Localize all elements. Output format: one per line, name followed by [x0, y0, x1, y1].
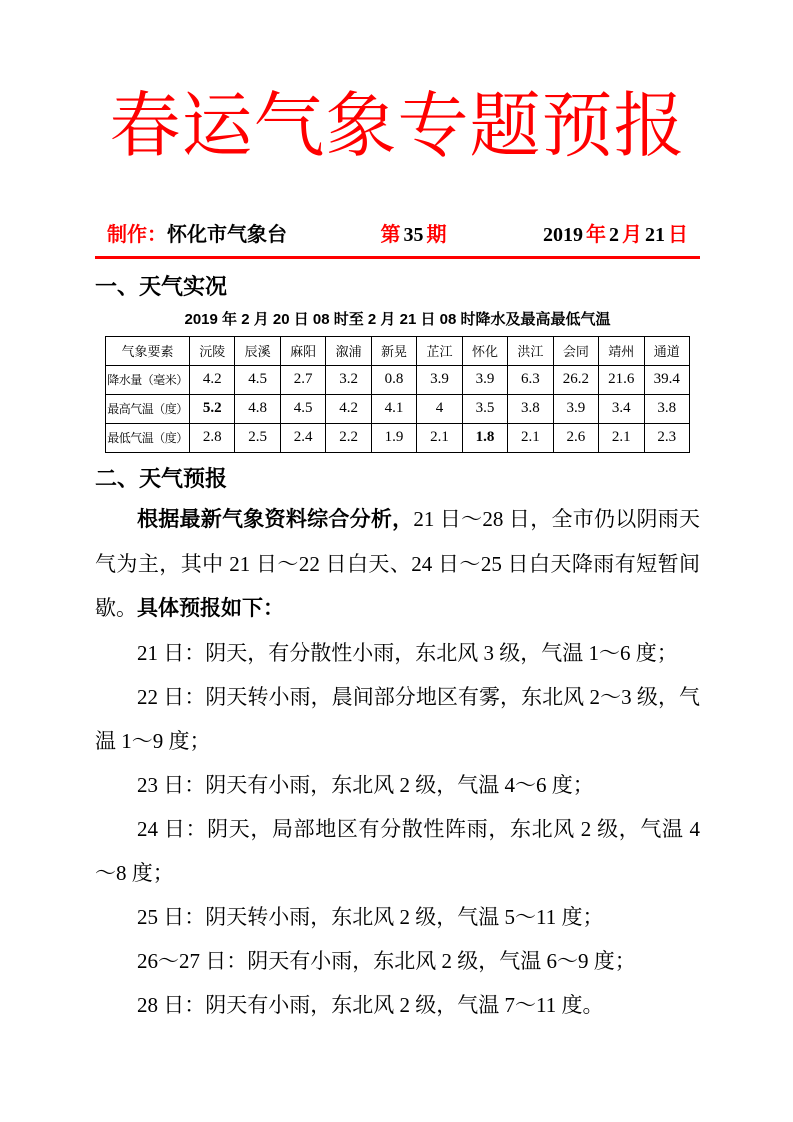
table-cell: 3.2: [326, 365, 371, 394]
row-label: 最高气温（度）: [106, 394, 190, 423]
producer-line: [107, 218, 287, 247]
forecast-paragraph-day23: 23 日：阴天有小雨，东北风 2 级，气温 4～6 度；: [137, 772, 594, 797]
table-cell: 4.2: [190, 365, 235, 394]
forecast-paragraph-day21: 21 日：阴天，有分散性小雨，东北风 3 级，气温 1～6 度；: [137, 640, 678, 665]
table-caption: 2019 年 2 月 20 日 08 时至 2 月 21 日 08 时降水及最高最低气温: [184, 310, 611, 328]
table-row-precipitation: [106, 365, 690, 394]
table-cell: 2.5: [235, 423, 280, 452]
table-cell: 2.2: [326, 423, 371, 452]
date-year: 2019: [543, 223, 583, 246]
col-header-station: 沅陵: [190, 336, 235, 365]
table-row-min-temp: [106, 423, 690, 452]
table-cell: 39.4: [644, 365, 689, 394]
table-cell: 3.9: [553, 394, 598, 423]
table-cell: 4.5: [280, 394, 325, 423]
forecast-paragraph-day25: 25 日：阴天转小雨，东北风 2 级，气温 5～11 度；: [137, 904, 604, 929]
issue-number: [381, 218, 447, 247]
section-heading-forecast: 二、天气预报: [95, 465, 228, 491]
col-header-element: 气象要素: [106, 336, 190, 365]
col-header-station: 洪江: [508, 336, 553, 365]
col-header-station: 新晃: [371, 336, 416, 365]
table-cell: 4.1: [371, 394, 416, 423]
table-row-max-temp: [106, 394, 690, 423]
weather-table: [105, 336, 690, 453]
table-cell: 2.1: [417, 423, 462, 452]
issue-value: 35: [403, 223, 424, 246]
col-header-station: 怀化: [462, 336, 507, 365]
forecast-paragraph-day22: 22 日：阴天转小雨，晨间部分地区有雾，东北风 2～3 级，气温 1～9 度；: [95, 684, 700, 753]
table-cell: 2.3: [644, 423, 689, 452]
table-cell: 2.7: [280, 365, 325, 394]
table-cell: 2.8: [190, 423, 235, 452]
table-cell: 1.9: [371, 423, 416, 452]
intro-body: 21 日～28 日，全市仍以阴雨天气为主，其中 21 日～22 日白天、24 日～25 日白天降雨有短暂间歇。: [95, 506, 701, 620]
col-header-station: 芷江: [417, 336, 462, 365]
table-cell-max: 5.2: [190, 394, 235, 423]
date-month: 2: [609, 223, 619, 246]
table-cell: 6.3: [508, 365, 553, 394]
forecast-paragraph-day24: 24 日：阴天，局部地区有分散性阵雨，东北风 2 级，气温 4～8 度；: [95, 816, 700, 885]
date-month-unit: 月: [622, 223, 642, 246]
producer-label: 制作：: [107, 223, 167, 246]
table-cell: 2.6: [553, 423, 598, 452]
document-content: [0, 84, 793, 1027]
table-cell: 2.1: [599, 423, 644, 452]
table-cell: 4.8: [235, 394, 280, 423]
intro-lead: 根据最新气象资料综合分析，: [137, 507, 414, 531]
col-header-station: 会同: [553, 336, 598, 365]
forecast-paragraph-day26-27: 26～27 日：阴天有小雨，东北风 2 级，气温 6～9 度；: [137, 948, 636, 973]
table-cell: 3.4: [599, 394, 644, 423]
table-cell: 4.5: [235, 365, 280, 394]
table-cell: 3.8: [508, 394, 553, 423]
date-year-unit: 年: [586, 223, 606, 246]
date-day-unit: 日: [668, 223, 688, 246]
date-day: 21: [645, 223, 665, 246]
issue-suffix: 期: [426, 223, 447, 246]
table-cell: 4: [417, 394, 462, 423]
intro-tail: 具体预报如下：: [137, 596, 284, 620]
producer-name: 怀化市气象台: [167, 223, 287, 246]
issue-prefix: 第: [380, 223, 401, 246]
col-header-station: 溆浦: [326, 336, 371, 365]
table-cell: 26.2: [553, 365, 598, 394]
row-label: 最低气温（度）: [106, 423, 190, 452]
document-title: 春运气象专题预报: [109, 88, 686, 166]
table-cell: 2.4: [280, 423, 325, 452]
col-header-station: 靖州: [599, 336, 644, 365]
section-heading-weather-actual: 一、天气实况: [95, 273, 228, 299]
table-cell: 2.1: [508, 423, 553, 452]
forecast-paragraph-day28: 28 日：阴天有小雨，东北风 2 级，气温 7～11 度。: [137, 992, 604, 1017]
table-cell: 3.9: [462, 365, 507, 394]
col-header-station: 辰溪: [235, 336, 280, 365]
issue-date: [540, 218, 688, 247]
table-cell: 3.9: [417, 365, 462, 394]
table-cell: 3.5: [462, 394, 507, 423]
table-cell: 3.8: [644, 394, 689, 423]
table-cell-min: 1.8: [462, 423, 507, 452]
table-cell: 21.6: [599, 365, 644, 394]
table-cell: 4.2: [326, 394, 371, 423]
table-header-row: [106, 336, 690, 365]
row-label: 降水量（毫米）: [106, 365, 190, 394]
col-header-station: 麻阳: [280, 336, 325, 365]
meta-bar: [95, 218, 700, 259]
intro-paragraph: [95, 497, 700, 631]
col-header-station: 通道: [644, 336, 689, 365]
table-cell: 0.8: [371, 365, 416, 394]
